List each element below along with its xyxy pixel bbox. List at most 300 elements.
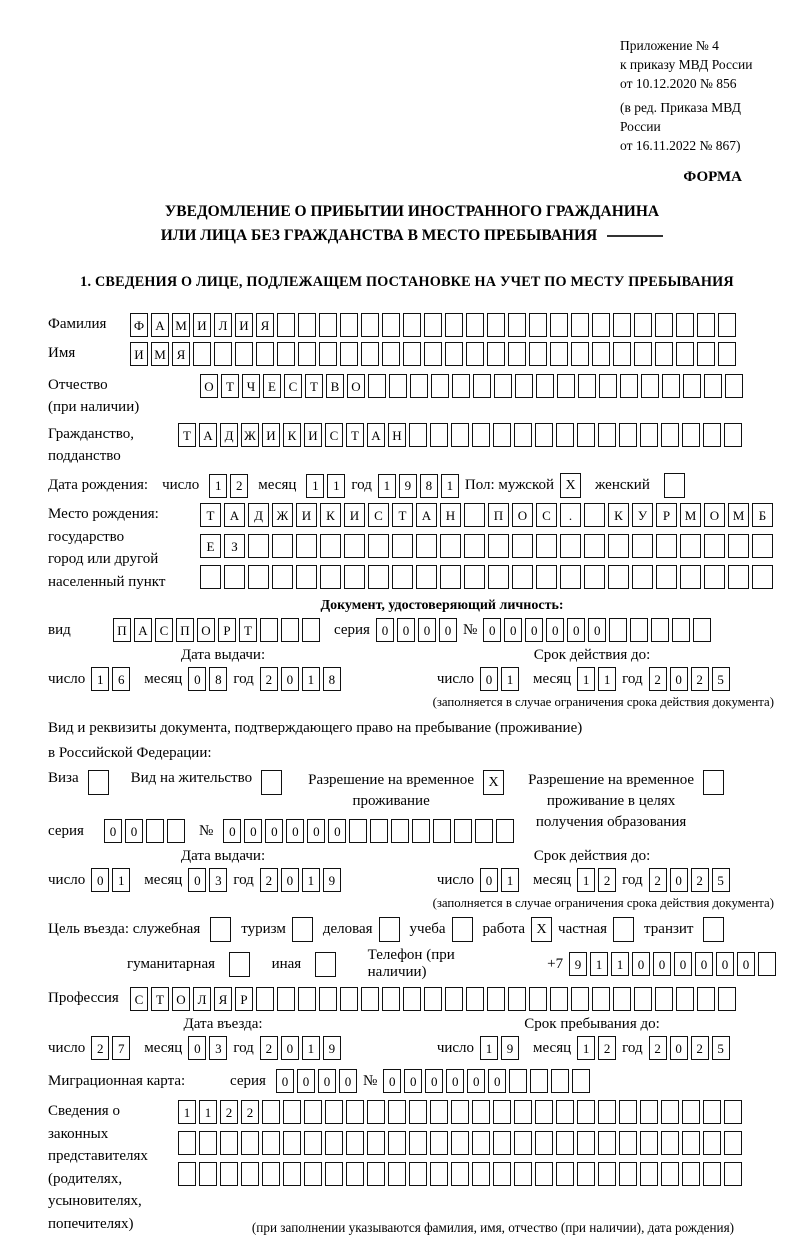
identity-doc-header: Документ, удостоверяющий личность: (320, 598, 564, 613)
purpose-service-checkbox (210, 917, 231, 942)
char-cell (512, 534, 533, 558)
char-cell (433, 819, 451, 843)
char-cell (514, 1131, 532, 1155)
char-cell (367, 1162, 385, 1186)
char-cell (199, 1162, 217, 1186)
char-cell: К (608, 503, 629, 527)
doc-kind-cells (113, 618, 320, 642)
residence-series-cells (104, 819, 185, 843)
identity-issue-date: число 1 6 месяц 0 8 год 2 0 1 8 (48, 667, 341, 691)
char-cell (472, 1162, 490, 1186)
char-cell: З (224, 534, 245, 558)
citizenship-cells (178, 423, 742, 447)
char-cell: 9 (399, 474, 417, 498)
char-cell (682, 1162, 700, 1186)
char-cell (391, 819, 409, 843)
char-cell: М (680, 503, 701, 527)
sex-male-checkbox: X (560, 473, 581, 498)
char-cell: 0 (265, 819, 283, 843)
char-cell (325, 1100, 343, 1124)
name-row (48, 342, 776, 366)
char-cell: Р (218, 618, 236, 642)
visa-checkbox (88, 770, 109, 795)
char-cell (340, 987, 358, 1011)
char-cell (661, 1131, 679, 1155)
char-cell (718, 313, 736, 337)
char-cell (535, 1100, 553, 1124)
char-cell: 0 (480, 868, 498, 892)
char-cell (472, 423, 490, 447)
char-cell: 0 (286, 819, 304, 843)
migration-card-label: Миграционная карта: (48, 1072, 186, 1089)
char-cell: О (704, 503, 725, 527)
char-cell (473, 374, 491, 398)
char-cell (560, 534, 581, 558)
char-cell (430, 1162, 448, 1186)
char-cell (388, 1100, 406, 1124)
char-cell: О (172, 987, 190, 1011)
char-cell: 1 (302, 667, 320, 691)
residence-validity-note: (заполняется в случае ограничения срока действия документа) (432, 896, 774, 910)
residence-dates-headers: Дата выдачи: Срок действия до: (180, 848, 651, 864)
char-cell (281, 618, 299, 642)
char-cell: 1 (199, 1100, 217, 1124)
char-cell (424, 342, 442, 366)
char-cell (410, 374, 428, 398)
char-cell (424, 987, 442, 1011)
char-cell (248, 565, 269, 589)
char-cell: О (512, 503, 533, 527)
birthdate-row: Дата рождения: число 1 2 месяц 1 1 год 1 9 8 1 Пол: мужской X женский (48, 473, 776, 498)
char-cell: У (632, 503, 653, 527)
char-cell (440, 534, 461, 558)
appendix-note-line: (в ред. Приказа МВД России (620, 100, 741, 134)
char-cell (430, 423, 448, 447)
char-cell (598, 1162, 616, 1186)
char-cell: П (176, 618, 194, 642)
char-cell: 1 (590, 952, 608, 976)
char-cell: А (416, 503, 437, 527)
char-cell (509, 1069, 527, 1093)
char-cell: Т (305, 374, 323, 398)
char-cell (277, 987, 295, 1011)
char-cell (272, 565, 293, 589)
appendix-line: Приложение № 4 (620, 38, 719, 53)
residence-issue-date: число 0 1 месяц 0 3 год 2 0 1 9 (48, 868, 341, 892)
char-cell: 8 (323, 667, 341, 691)
char-cell (676, 987, 694, 1011)
char-cell (577, 1162, 595, 1186)
char-cell: Н (440, 503, 461, 527)
char-cell: 0 (670, 868, 688, 892)
identity-doc-row: вид П А С П О Р Т серия 0 0 0 0 № 0 0 0 0 0 0 (48, 618, 776, 642)
char-cell (725, 374, 743, 398)
char-cell: 0 (244, 819, 262, 843)
char-cell: 1 (577, 1036, 595, 1060)
char-cell: Я (214, 987, 232, 1011)
char-cell: 2 (260, 868, 278, 892)
surname-cells (130, 313, 736, 337)
char-cell (655, 987, 673, 1011)
char-cell (475, 819, 493, 843)
char-cell (728, 534, 749, 558)
char-cell (392, 565, 413, 589)
char-cell (613, 342, 631, 366)
char-cell (512, 565, 533, 589)
doc-number-cells (483, 618, 711, 642)
char-cell: 0 (670, 1036, 688, 1060)
visit-purpose-row2: гуманитарная иная Телефон (при наличии) +7 9 1 1 0 0 0 0 0 0 (48, 947, 776, 981)
entry-date: число 2 7 месяц 0 3 год 2 0 1 9 (48, 1036, 341, 1060)
char-cell: Л (214, 313, 232, 337)
char-cell (634, 342, 652, 366)
char-cell (256, 987, 274, 1011)
char-cell (200, 565, 221, 589)
char-cell: 0 (307, 819, 325, 843)
doc-series-cells (376, 618, 457, 642)
char-cell: И (304, 423, 322, 447)
visa-option: Виза (48, 770, 109, 795)
char-cell: 1 (501, 868, 519, 892)
char-cell (592, 313, 610, 337)
char-cell: 2 (691, 1036, 709, 1060)
char-cell: 1 (302, 868, 320, 892)
char-cell: Т (392, 503, 413, 527)
surname-row (48, 313, 776, 337)
char-cell: 0 (716, 952, 734, 976)
citizenship-label: Гражданство, подданство (48, 426, 135, 464)
char-cell (298, 313, 316, 337)
char-cell (325, 1162, 343, 1186)
char-cell (340, 313, 358, 337)
char-cell (584, 565, 605, 589)
char-cell (560, 565, 581, 589)
char-cell (535, 423, 553, 447)
char-cell: И (130, 342, 148, 366)
char-cell (608, 534, 629, 558)
char-cell: 0 (91, 868, 109, 892)
char-cell: 5 (712, 1036, 730, 1060)
char-cell (178, 1162, 196, 1186)
identity-valid-date: число 0 1 месяц 1 1 год 2 0 2 5 (437, 667, 730, 691)
char-cell: 1 (441, 474, 459, 498)
forma-label: ФОРМА (683, 169, 742, 185)
char-cell (656, 565, 677, 589)
char-cell: О (347, 374, 365, 398)
char-cell: 0 (737, 952, 755, 976)
char-cell: П (113, 618, 131, 642)
char-cell (703, 1131, 721, 1155)
char-cell: Ж (241, 423, 259, 447)
char-cell: 0 (383, 1069, 401, 1093)
char-cell: 1 (378, 474, 396, 498)
char-cell: И (344, 503, 365, 527)
char-cell (403, 313, 421, 337)
char-cell (452, 374, 470, 398)
migration-card-row: Миграционная карта: серия 0 0 0 0 № 0 0 0 0 0 0 (48, 1069, 776, 1093)
char-cell: И (235, 313, 253, 337)
char-cell: Т (178, 423, 196, 447)
birthplace-cells-row2 (200, 534, 773, 558)
char-cell: 0 (670, 667, 688, 691)
char-cell: 2 (598, 868, 616, 892)
char-cell: 0 (397, 618, 415, 642)
purpose-humanitarian-checkbox (229, 952, 250, 977)
char-cell (703, 423, 721, 447)
char-cell (508, 987, 526, 1011)
char-cell: Я (256, 313, 274, 337)
char-cell (578, 374, 596, 398)
profession-cells (130, 987, 736, 1011)
char-cell: Л (193, 987, 211, 1011)
residence-series-row: серия 0 0 № 0 0 0 0 0 0 (48, 819, 776, 843)
char-cell (515, 374, 533, 398)
stay-until-date: число 1 9 месяц 1 2 год 2 0 2 5 (437, 1036, 730, 1060)
char-cell: М (172, 313, 190, 337)
birth-month-cells (306, 474, 345, 498)
char-cell (424, 313, 442, 337)
representatives-cells-row3 (178, 1162, 778, 1186)
char-cell (382, 987, 400, 1011)
char-cell (724, 423, 742, 447)
char-cell (368, 565, 389, 589)
char-cell (508, 313, 526, 337)
char-cell (199, 1131, 217, 1155)
char-cell: 0 (567, 618, 585, 642)
phone-cells (569, 952, 776, 976)
char-cell (235, 342, 253, 366)
char-cell (146, 819, 164, 843)
form-title-line2: ИЛИ ЛИЦА БЕЗ ГРАЖДАНСТВА В МЕСТО ПРЕБЫВАНИЯ (48, 224, 776, 248)
char-cell: С (284, 374, 302, 398)
char-cell: С (130, 987, 148, 1011)
char-cell: 9 (501, 1036, 519, 1060)
char-cell: 2 (241, 1100, 259, 1124)
char-cell: Д (220, 423, 238, 447)
char-cell (488, 565, 509, 589)
char-cell (445, 987, 463, 1011)
char-cell (344, 534, 365, 558)
char-cell (392, 534, 413, 558)
representatives-label: Сведения о законных представителях (родителях, усыновителях, попечителях) (48, 1103, 148, 1232)
char-cell: 7 (112, 1036, 130, 1060)
char-cell: А (199, 423, 217, 447)
char-cell: К (320, 503, 341, 527)
char-cell (451, 423, 469, 447)
char-cell (550, 342, 568, 366)
char-cell (346, 1131, 364, 1155)
char-cell: Т (221, 374, 239, 398)
char-cell (613, 313, 631, 337)
char-cell (640, 1162, 658, 1186)
char-cell (464, 503, 485, 527)
char-cell: 0 (188, 868, 206, 892)
char-cell (403, 987, 421, 1011)
char-cell (262, 1131, 280, 1155)
char-cell (572, 1069, 590, 1093)
char-cell: А (134, 618, 152, 642)
birth-day-cells (209, 474, 248, 498)
char-cell (487, 342, 505, 366)
char-cell (620, 374, 638, 398)
char-cell (451, 1100, 469, 1124)
visit-purpose-row: Цель въезда: служебная туризм деловая учеба работа X частная транзит (48, 917, 776, 942)
char-cell (493, 1131, 511, 1155)
char-cell (496, 819, 514, 843)
purpose-business-checkbox (379, 917, 400, 942)
char-cell (319, 987, 337, 1011)
char-cell (487, 987, 505, 1011)
char-cell: 0 (188, 667, 206, 691)
char-cell (388, 1131, 406, 1155)
char-cell: Т (151, 987, 169, 1011)
char-cell: 2 (691, 667, 709, 691)
char-cell (640, 1131, 658, 1155)
edu-permit-option: Разрешение на временное проживание в целях получения образования (528, 770, 724, 833)
char-cell (466, 313, 484, 337)
char-cell: 5 (712, 868, 730, 892)
residence-dates-row (48, 868, 776, 892)
char-cell: 0 (223, 819, 241, 843)
char-cell (241, 1131, 259, 1155)
title-underline (607, 235, 663, 237)
char-cell (167, 819, 185, 843)
appendix-line: от 10.12.2020 № 856 (620, 76, 737, 91)
char-cell (682, 1131, 700, 1155)
char-cell (464, 565, 485, 589)
char-cell: 0 (504, 618, 522, 642)
char-cell (382, 342, 400, 366)
char-cell (262, 1162, 280, 1186)
char-cell (368, 374, 386, 398)
char-cell (662, 374, 680, 398)
char-cell (752, 534, 773, 558)
char-cell (464, 534, 485, 558)
char-cell: 0 (418, 618, 436, 642)
identity-dates-headers: Дата выдачи: Срок действия до: (180, 647, 651, 663)
char-cell (325, 1131, 343, 1155)
profession-label: Профессия (48, 990, 119, 1006)
citizenship-row (48, 423, 776, 467)
entry-dates-row (48, 1036, 776, 1060)
char-cell (430, 1131, 448, 1155)
char-cell: 0 (467, 1069, 485, 1093)
char-cell: 0 (281, 868, 299, 892)
char-cell (302, 618, 320, 642)
char-cell (514, 1100, 532, 1124)
char-cell (214, 342, 232, 366)
char-cell (536, 374, 554, 398)
char-cell: 0 (404, 1069, 422, 1093)
char-cell (598, 1100, 616, 1124)
char-cell (556, 1131, 574, 1155)
char-cell: 0 (588, 618, 606, 642)
char-cell: 0 (488, 1069, 506, 1093)
char-cell (472, 1131, 490, 1155)
char-cell: И (296, 503, 317, 527)
doc-kind-label: вид (48, 621, 71, 638)
temp-permit-checkbox: X (483, 770, 504, 795)
char-cell: 2 (220, 1100, 238, 1124)
char-cell (346, 1100, 364, 1124)
char-cell (550, 987, 568, 1011)
char-cell (409, 1162, 427, 1186)
char-cell (656, 534, 677, 558)
char-cell (592, 987, 610, 1011)
char-cell (320, 565, 341, 589)
char-cell: И (193, 313, 211, 337)
char-cell (608, 565, 629, 589)
char-cell: 0 (281, 1036, 299, 1060)
char-cell: 0 (339, 1069, 357, 1093)
char-cell: 2 (598, 1036, 616, 1060)
char-cell: 1 (209, 474, 227, 498)
form-title-line1: УВЕДОМЛЕНИЕ О ПРИБЫТИИ ИНОСТРАННОГО ГРАЖДАНИНА (164, 203, 660, 220)
char-cell (758, 952, 776, 976)
birthplace-row (48, 503, 776, 593)
char-cell (514, 423, 532, 447)
char-cell (632, 565, 653, 589)
char-cell (551, 1069, 569, 1093)
patronymic-cells (200, 374, 743, 398)
sex-female-checkbox (664, 473, 685, 498)
char-cell (680, 565, 701, 589)
char-cell (272, 534, 293, 558)
char-cell (388, 1162, 406, 1186)
char-cell: 3 (209, 868, 227, 892)
char-cell (529, 987, 547, 1011)
char-cell (556, 1100, 574, 1124)
char-cell (577, 423, 595, 447)
char-cell (466, 987, 484, 1011)
char-cell (494, 374, 512, 398)
char-cell (283, 1131, 301, 1155)
char-cell: С (368, 503, 389, 527)
char-cell (296, 534, 317, 558)
char-cell: И (262, 423, 280, 447)
char-cell: 0 (125, 819, 143, 843)
edu-permit-checkbox (703, 770, 724, 795)
char-cell (304, 1131, 322, 1155)
char-cell (487, 313, 505, 337)
char-cell (430, 1100, 448, 1124)
char-cell (598, 1131, 616, 1155)
char-cell: Е (263, 374, 281, 398)
char-cell (409, 1100, 427, 1124)
char-cell (718, 342, 736, 366)
char-cell: Ф (130, 313, 148, 337)
char-cell: 1 (112, 868, 130, 892)
char-cell (661, 1100, 679, 1124)
char-cell (640, 423, 658, 447)
char-cell (599, 374, 617, 398)
char-cell: 0 (695, 952, 713, 976)
char-cell (536, 565, 557, 589)
char-cell: Р (235, 987, 253, 1011)
char-cell: 0 (425, 1069, 443, 1093)
purpose-study-checkbox (452, 917, 473, 942)
char-cell: 0 (188, 1036, 206, 1060)
char-cell (571, 342, 589, 366)
char-cell (676, 313, 694, 337)
char-cell (319, 313, 337, 337)
char-cell (296, 565, 317, 589)
char-cell: В (326, 374, 344, 398)
char-cell (529, 342, 547, 366)
char-cell (224, 565, 245, 589)
purpose-other-checkbox (315, 952, 336, 977)
surname-label: Фамилия (48, 316, 107, 332)
